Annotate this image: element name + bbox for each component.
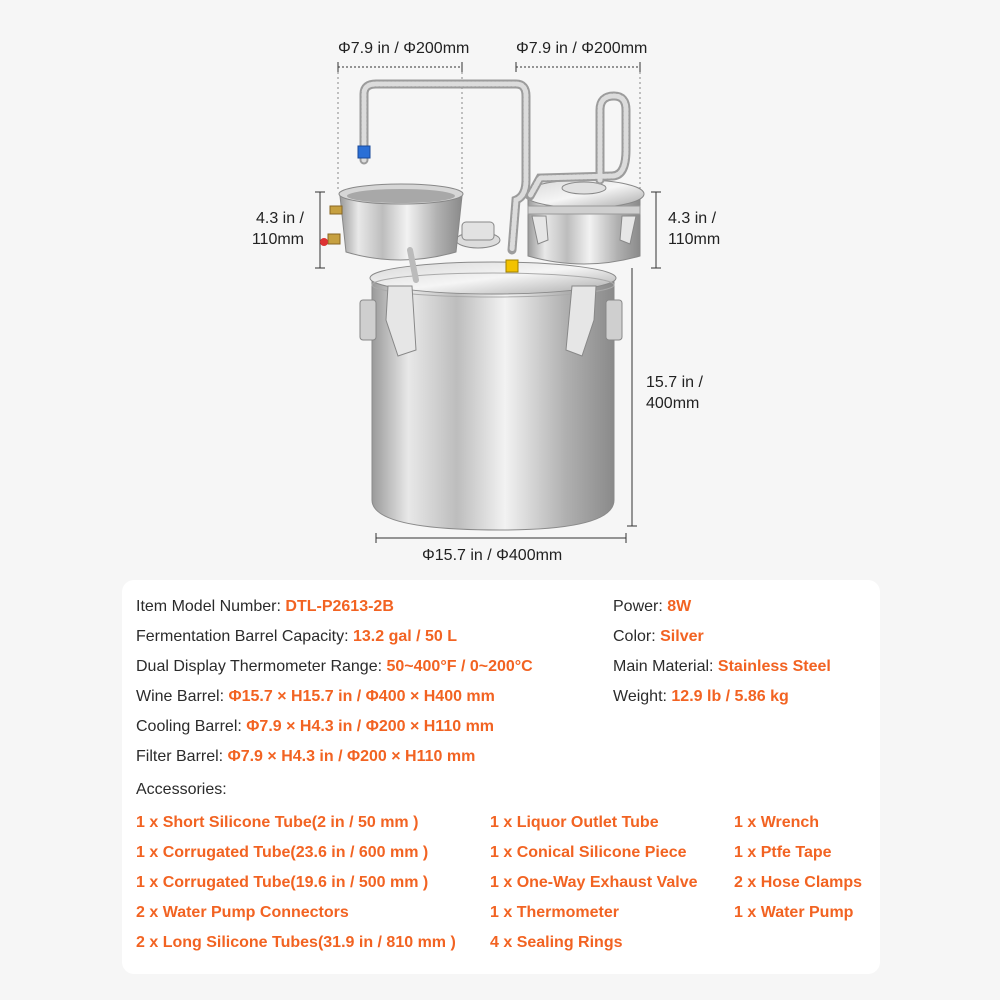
accessory-item: 1 x Corrugated Tube(19.6 in / 500 mm ) — [136, 874, 429, 891]
cooling-barrel — [524, 180, 644, 264]
spec-value: 50~400°F / 0~200°C — [386, 658, 533, 675]
accessory-item: 1 x Liquor Outlet Tube — [490, 814, 659, 831]
spec-value: 13.2 gal / 50 L — [352, 628, 458, 645]
spec-value: 12.9 lb / 5.86 kg — [671, 688, 789, 705]
spec-label: Wine Barrel: — [136, 688, 229, 705]
filter-height-label-line2: 110mm — [251, 231, 304, 248]
barrel-diameter-label: Φ15.7 in / Φ400mm — [422, 547, 563, 564]
spec-label: Cooling Barrel: — [136, 718, 247, 735]
accessory-item: 1 x Ptfe Tape — [734, 844, 832, 861]
spec-thermometer-range — [136, 657, 533, 677]
barrel-height-label-line1: 15.7 in / — [646, 374, 703, 391]
filter-diameter-label: Φ7.9 in / Φ200mm — [338, 40, 470, 57]
accessory-item: 2 x Hose Clamps — [734, 874, 863, 891]
spec-color — [613, 627, 704, 647]
wine-barrel — [360, 222, 622, 530]
spec-label: Item Model Number: — [136, 598, 286, 615]
spec-label: Color: — [613, 628, 661, 645]
spec-label: Weight: — [613, 688, 672, 705]
spec-value: DTL-P2613-2B — [285, 598, 394, 615]
spec-label: Fermentation Barrel Capacity: — [136, 628, 353, 645]
accessory-item: 1 x Wrench — [734, 814, 820, 831]
accessory-item: 1 x Conical Silicone Piece — [490, 844, 687, 861]
accessory-item: 1 x Water Pump — [734, 904, 854, 921]
spec-material — [613, 657, 831, 677]
spec-wine-barrel — [136, 687, 495, 707]
cooling-diameter-label: Φ7.9 in / Φ200mm — [516, 40, 648, 57]
spec-label: Power: — [613, 598, 668, 615]
spec-value: Φ15.7 × H15.7 in / Φ400 × H400 mm — [228, 688, 495, 705]
accessory-item: 1 x Corrugated Tube(23.6 in / 600 mm ) — [136, 844, 429, 861]
accessory-item: 1 x One-Way Exhaust Valve — [490, 874, 698, 891]
spec-value: Silver — [660, 628, 704, 645]
spec-capacity — [136, 627, 457, 647]
accessories-title: Accessories: — [136, 781, 227, 798]
spec-label: Filter Barrel: — [136, 748, 228, 765]
accessory-item: 1 x Short Silicone Tube(2 in / 50 mm ) — [136, 814, 419, 831]
spec-label: Main Material: — [613, 658, 718, 675]
spec-label: Dual Display Thermometer Range: — [136, 658, 387, 675]
spec-cooling-barrel — [136, 717, 494, 737]
spec-value: 8W — [667, 598, 692, 615]
spec-weight — [613, 687, 789, 707]
spec-power — [613, 597, 691, 617]
spec-item-model — [136, 597, 394, 617]
filter-height-label-line1: 4.3 in / — [255, 210, 304, 227]
spec-value: Stainless Steel — [717, 658, 831, 675]
spec-value: Φ7.9 × H4.3 in / Φ200 × H110 mm — [246, 718, 495, 735]
accessory-item: 4 x Sealing Rings — [490, 934, 623, 951]
cooling-height-label-line2: 110mm — [668, 231, 721, 248]
cooling-height-label-line1: 4.3 in / — [668, 210, 717, 227]
spec-value: Φ7.9 × H4.3 in / Φ200 × H110 mm — [227, 748, 476, 765]
accessory-item: 2 x Long Silicone Tubes(31.9 in / 810 mm ) — [136, 934, 456, 951]
filter-barrel — [320, 184, 463, 260]
accessory-item: 1 x Thermometer — [490, 904, 619, 921]
accessory-item: 2 x Water Pump Connectors — [136, 904, 349, 921]
barrel-height-label-line2: 400mm — [646, 395, 700, 412]
spec-filter-barrel — [136, 747, 475, 767]
